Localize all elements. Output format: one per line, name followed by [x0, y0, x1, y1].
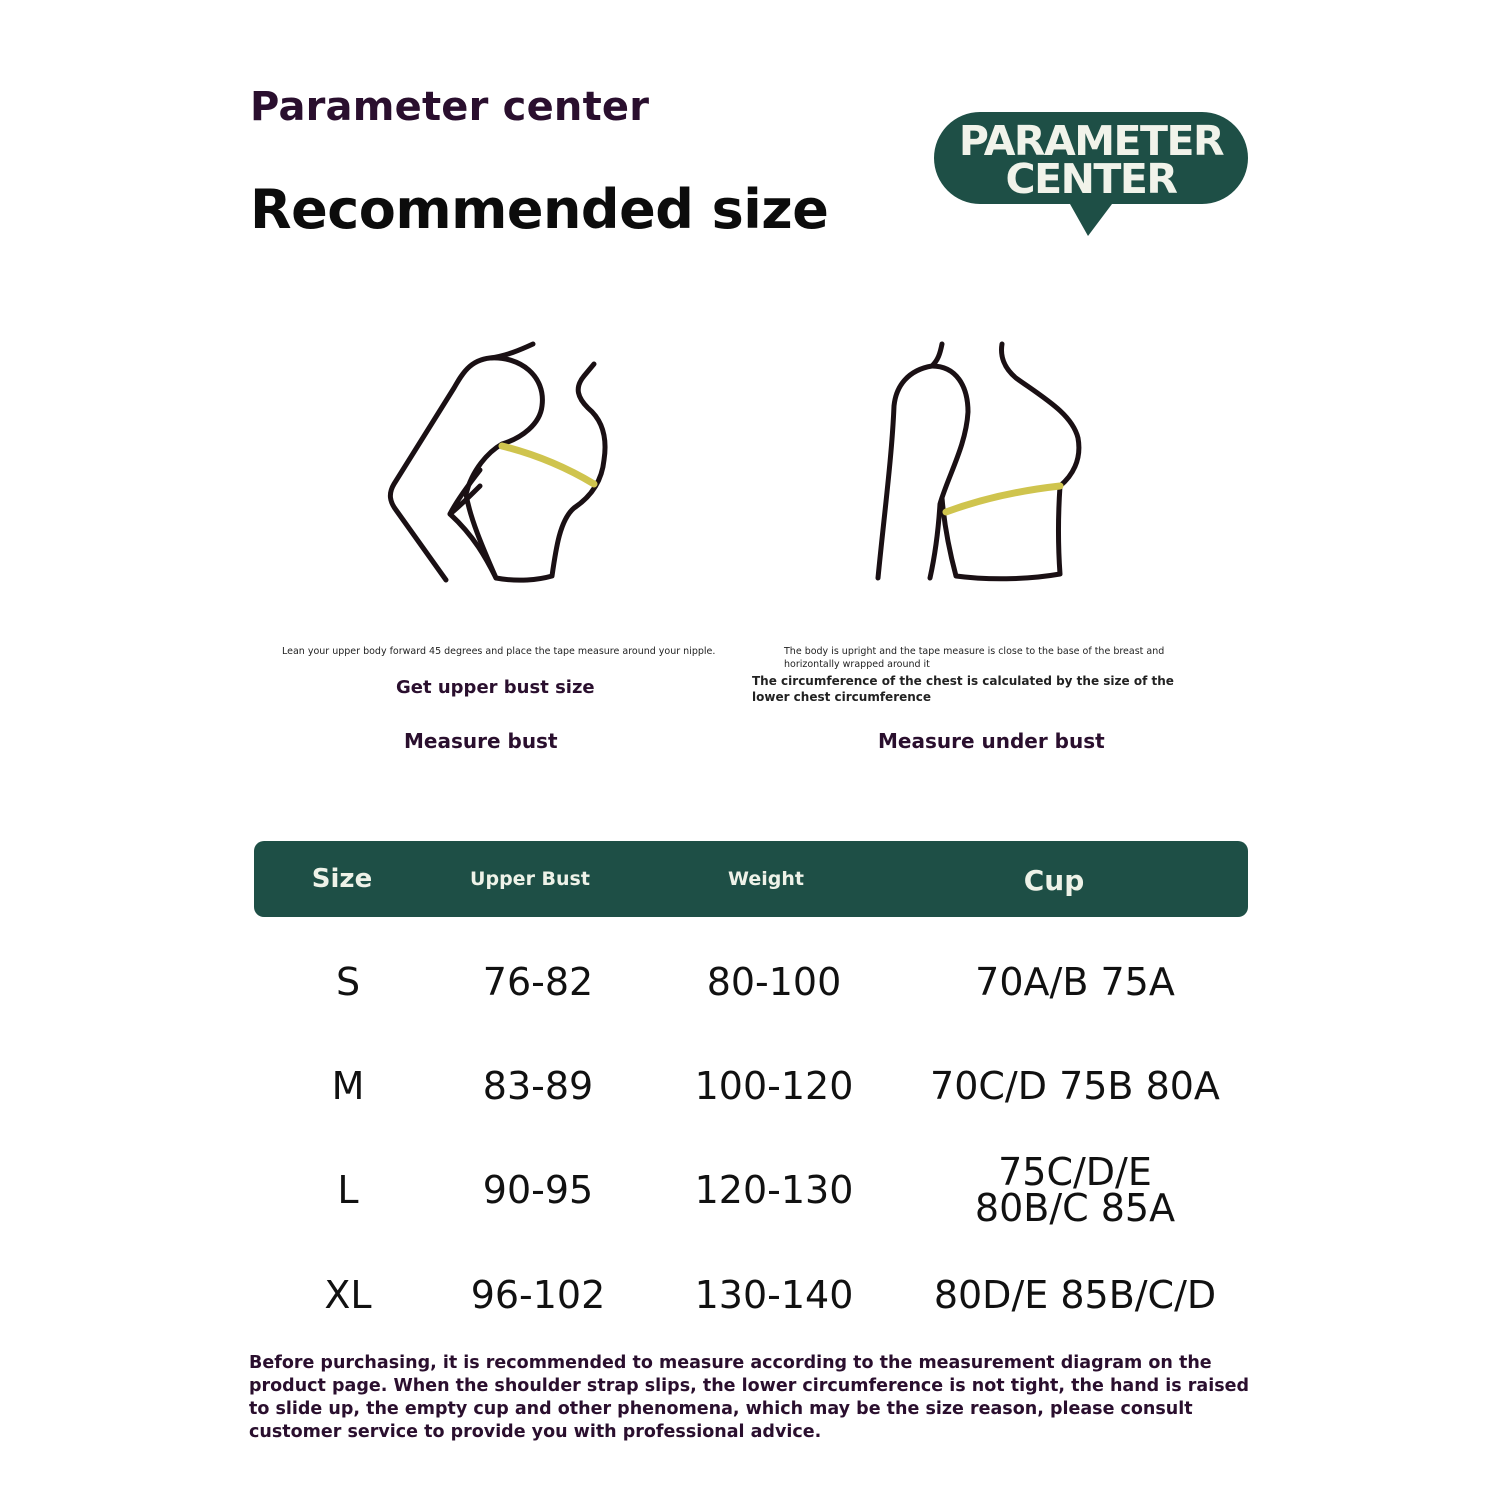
table-row-l-weight: 120-130 — [694, 1168, 854, 1212]
table-row-s-size: S — [335, 960, 361, 1004]
table-row-xl-upper-bust: 96-102 — [470, 1273, 606, 1317]
badge-line-1: PARAMETER — [958, 117, 1224, 165]
page-subtitle: Parameter center — [250, 84, 650, 130]
badge-text — [934, 117, 1248, 203]
parameter-center-badge — [934, 112, 1248, 242]
header-weight: Weight — [728, 868, 804, 890]
table-row-m-cup: 70C/D 75B 80A — [930, 1064, 1220, 1108]
header-size: Size — [311, 864, 373, 894]
header-cup: Cup — [1023, 864, 1085, 897]
measure-under-bust-label: Measure under bust — [878, 729, 1105, 753]
size-table-header — [254, 841, 1248, 917]
table-row-l-cup-line-1: 75C/D/E — [998, 1150, 1152, 1194]
page-title: Recommended size — [250, 178, 829, 241]
table-row-m-size: M — [331, 1064, 365, 1108]
table-row-s-upper-bust: 76-82 — [482, 960, 594, 1004]
table-row-xl-size: XL — [324, 1273, 372, 1317]
table-row-xl-cup: 80D/E 85B/C/D — [933, 1273, 1217, 1317]
table-row-m-weight: 100-120 — [694, 1064, 854, 1108]
header-upper-bust: Upper Bust — [470, 868, 590, 890]
table-row-l-cup — [900, 1150, 1250, 1230]
tape-measure-line — [946, 486, 1060, 512]
tape-measure-line — [502, 446, 594, 484]
under-bust-result-text: The circumference of the chest is calculated by the size of the lower chest circumference — [752, 674, 1174, 704]
badge-line-2: CENTER — [1005, 155, 1177, 203]
table-row-m-upper-bust: 83-89 — [482, 1064, 594, 1108]
table-row-xl-weight: 130-140 — [694, 1273, 854, 1317]
purchase-advice-note: Before purchasing, it is recommended to measure according to the measurement diagram on the product page. When the shoulder strap slips, the lower circumference is not tight, the hand is raised to slide up, the empty cup and other phenomena, which may be the size reason, please consult customer service to provide you with professional advice. — [249, 1353, 1250, 1442]
under-bust-measure-figure — [846, 336, 1126, 592]
leaning-body-icon — [370, 336, 650, 592]
upright-body-icon — [846, 336, 1126, 592]
table-row-s-weight: 80-100 — [706, 960, 842, 1004]
under-bust-instruction: The body is upright and the tape measure is close to the base of the breast and horizontally wrapped around it — [784, 646, 1165, 670]
table-row-s-cup: 70A/B 75A — [975, 960, 1175, 1004]
bust-result-text: Get upper bust size — [396, 677, 595, 698]
table-row-l-upper-bust: 90-95 — [482, 1168, 594, 1212]
bust-instruction: Lean your upper body forward 45 degrees and place the tape measure around your nipple. — [282, 646, 716, 657]
table-row-l-cup-line-2: 80B/C 85A — [974, 1186, 1176, 1230]
bust-measure-figure — [370, 336, 650, 592]
table-row-l-size: L — [337, 1168, 359, 1212]
measure-bust-label: Measure bust — [404, 729, 558, 753]
